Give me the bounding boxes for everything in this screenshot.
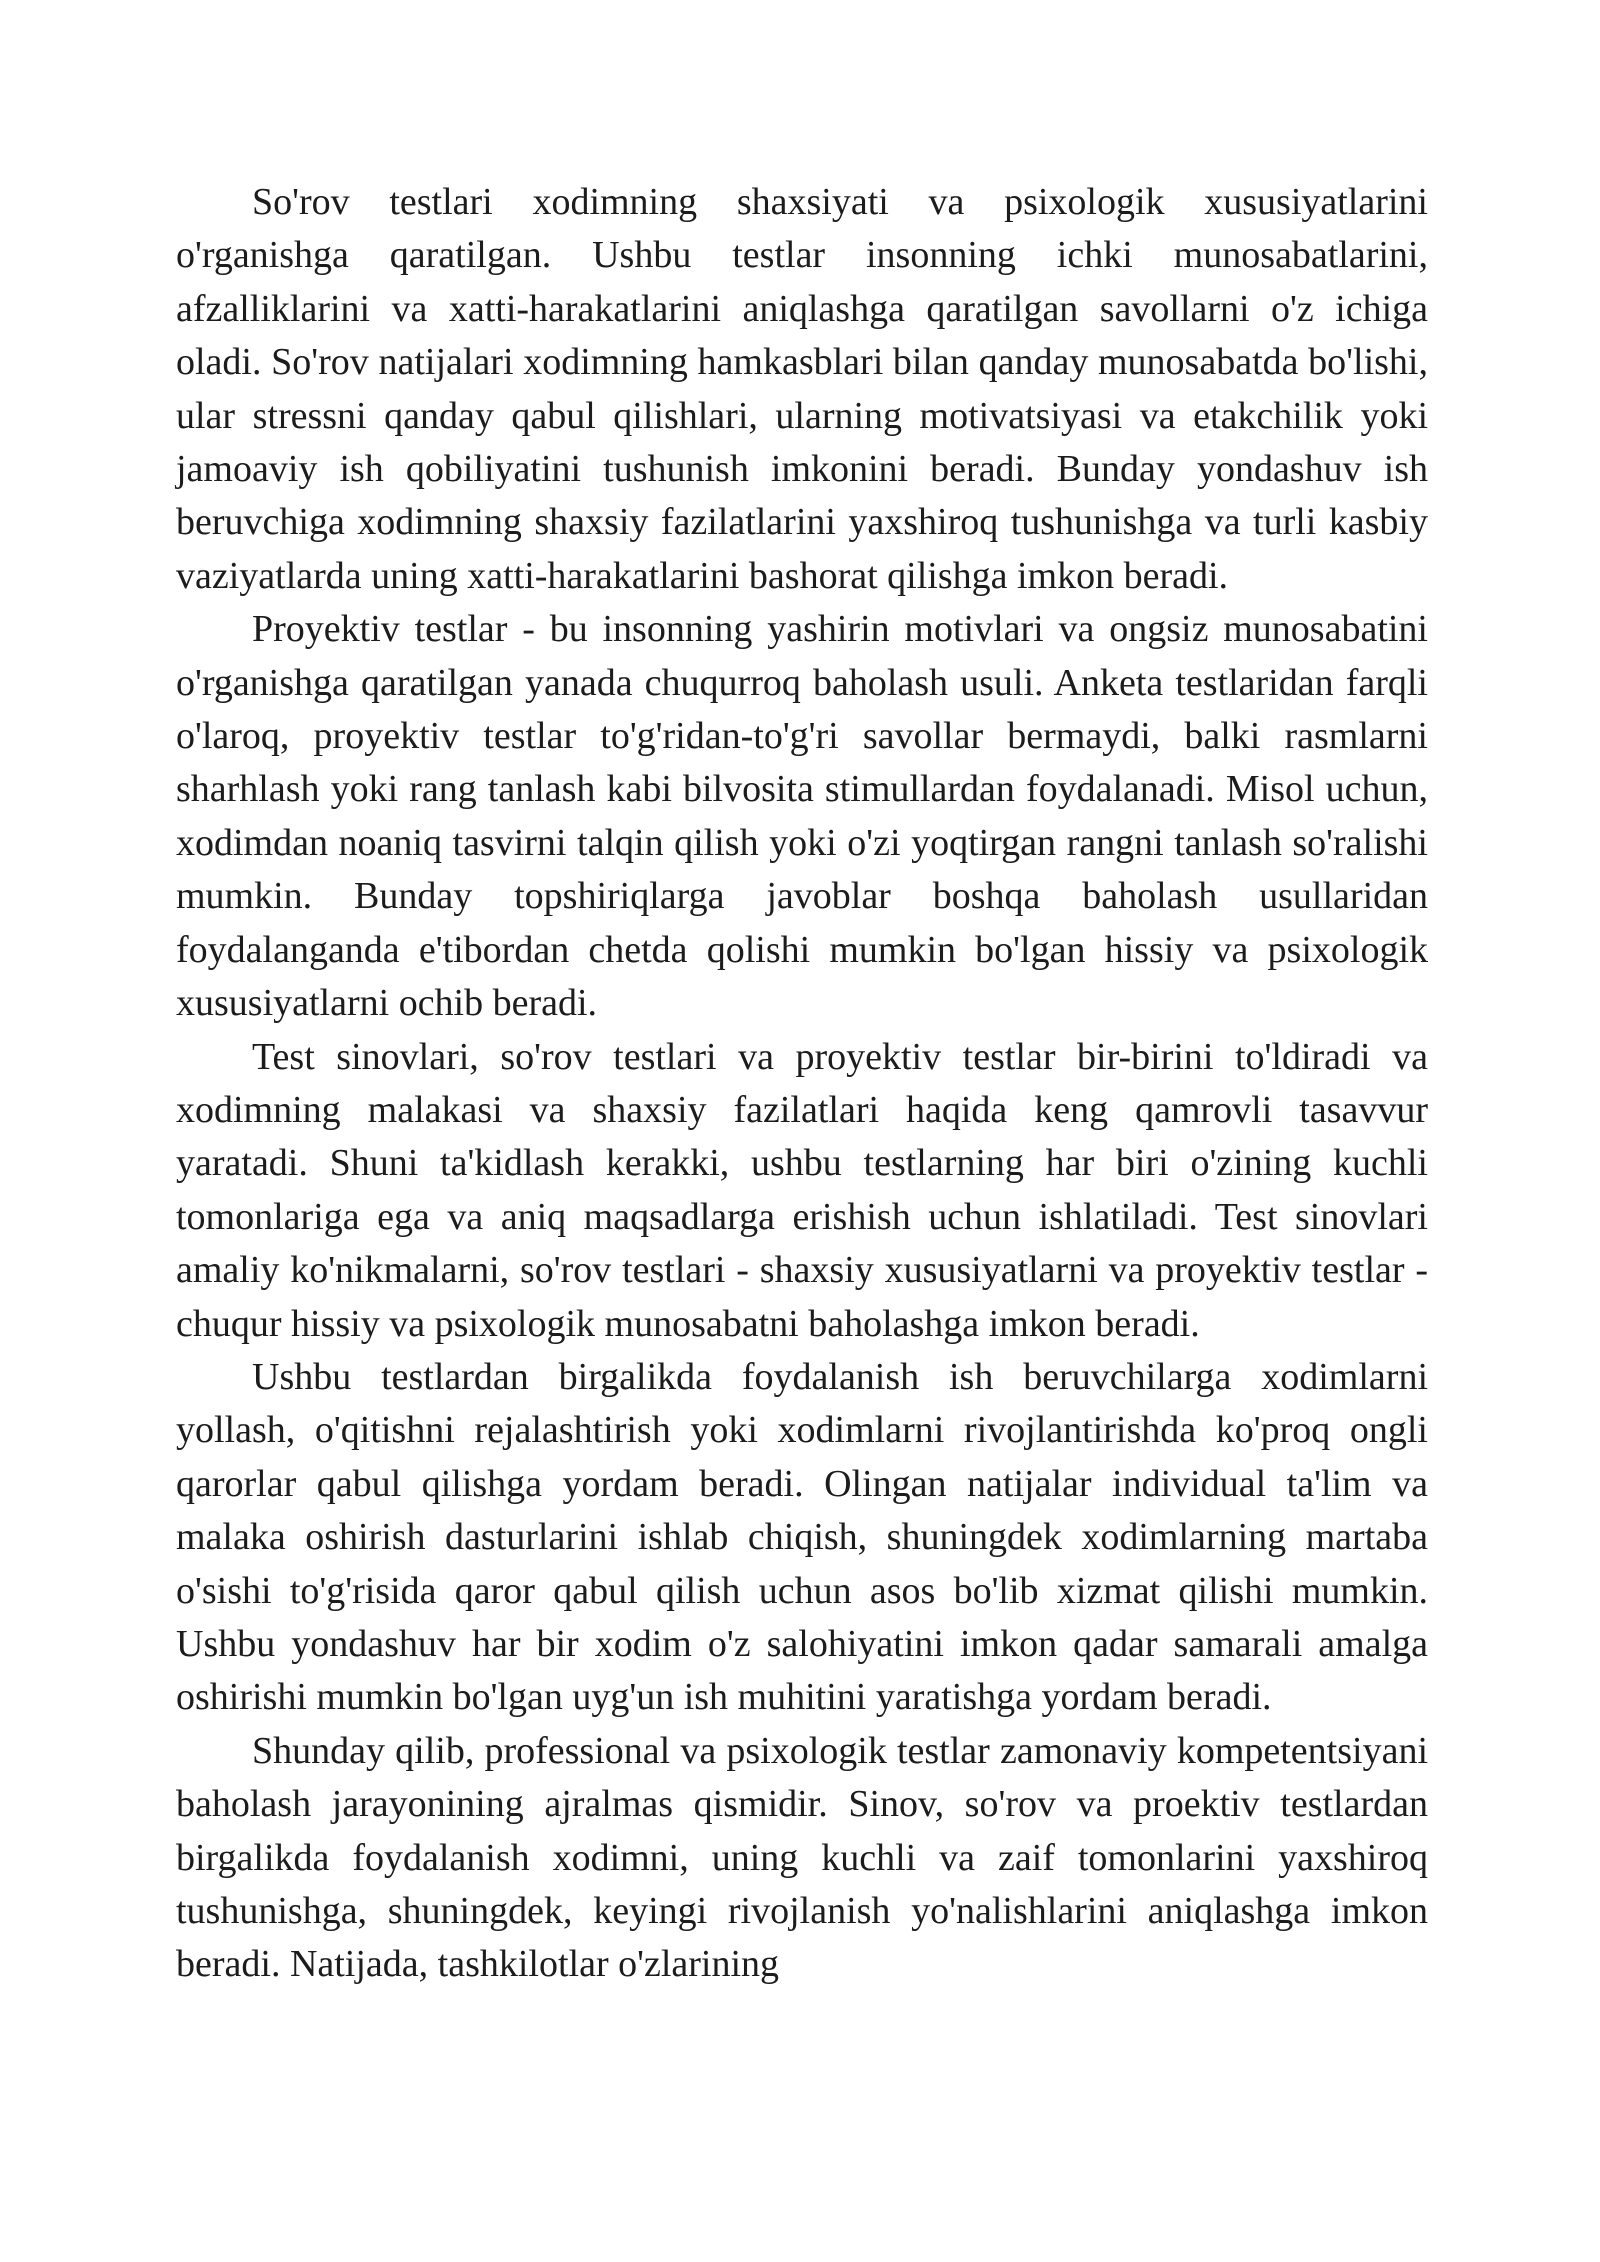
paragraph-conclusion: Shunday qilib, professional va psixologik testlar zamonaviy kompetentsiyani baholash jarayonining ajralmas qismidir. Sinov, so'rov va proektiv testlardan birgalikda foydalanish xodimni, uning kuchli va zaif tomonlarini yaxshiroq tushunishga, shuningdek, keyingi rivojlanish yo'nalishlarini aniqlashga imkon beradi. Natijada, tashkilotlar o'zlarining — [176, 1729, 1428, 1986]
paragraph-survey-tests: So'rov testlari xodimning shaxsiyati va psixologik xususiyatlarini o'rganishga qaratilgan. Ushbu testlar insonning ichki munosabatlarini, afzalliklarini va xatti-harakatlarini aniqlashga qaratilgan savollarni o'z ichiga oladi. So'rov natijalari xodimning hamkasblari bilan qanday munosabatda bo'lishi, ular stressni qanday qabul qilishlari, ularning motivatsiyasi va etakchilik yoki jamoaviy ish qobiliyatini tushunish imkonini beradi. Bunday yondashuv ish beruvchiga xodimning shaxsiy fazilatlarini yaxshiroq tushunishga va turli kasbiy vaziyatlarda uning xatti-harakatlarini bashorat qilishga imkon beradi. — [176, 181, 1428, 597]
paragraph-tests-complement: Test sinovlari, so'rov testlari va proyektiv testlar bir-birini to'ldiradi va xodimning malakasi va shaxsiy fazilatlari haqida keng qamrovli tasavvur yaratadi. Shuni ta'kidlash kerakki, ushbu testlarning har biri o'zining kuchli tomonlariga ega va aniq maqsadlarga erishish uchun ishlatiladi. Test sinovlari amaliy ko'nikmalarni, so'rov testlari - shaxsiy xususiyatlarni va proyektiv testlar - chuqur hissiy va psixologik munosabatni baholashga imkon beradi. — [176, 1035, 1428, 1345]
document-page — [176, 176, 1428, 1992]
paragraph-combined-use: Ushbu testlardan birgalikda foydalanish ish beruvchilarga xodimlarni yollash, o'qitishni rejalashtirish yoki xodimlarni rivojlantirishda ko'proq ongli qarorlar qabul qilishga yordam beradi. Olingan natijalar individual ta'lim va malaka oshirish dasturlarini ishlab chiqish, shuningdek xodimlarning martaba o'sishi to'g'risida qaror qabul qilish uchun asos bo'lib xizmat qilishi mumkin. Ushbu yondashuv har bir xodim o'z salohiyatini imkon qadar samarali amalga oshirishi mumkin bo'lgan uyg'un ish muhitini yaratishga yordam beradi. — [176, 1355, 1428, 1719]
paragraph-projective-tests: Proyektiv testlar - bu insonning yashirin motivlari va ongsiz munosabatini o'rganishga qaratilgan yanada chuqurroq baholash usuli. Anketa testlaridan farqli o'laroq, proyektiv testlar to'g'ridan-to'g'ri savollar bermaydi, balki rasmlarni sharhlash yoki rang tanlash kabi bilvosita stimullardan foydalanadi. Misol uchun, xodimdan noaniq tasvirni talqin qilish yoki o'zi yoqtirgan rangni tanlash so'ralishi mumkin. Bunday topshiriqlarga javoblar boshqa baholash usullaridan foydalanganda e'tibordan chetda qolishi mumkin bo'lgan hissiy va psixologik xususiyatlarni ochib beradi. — [176, 608, 1428, 1025]
